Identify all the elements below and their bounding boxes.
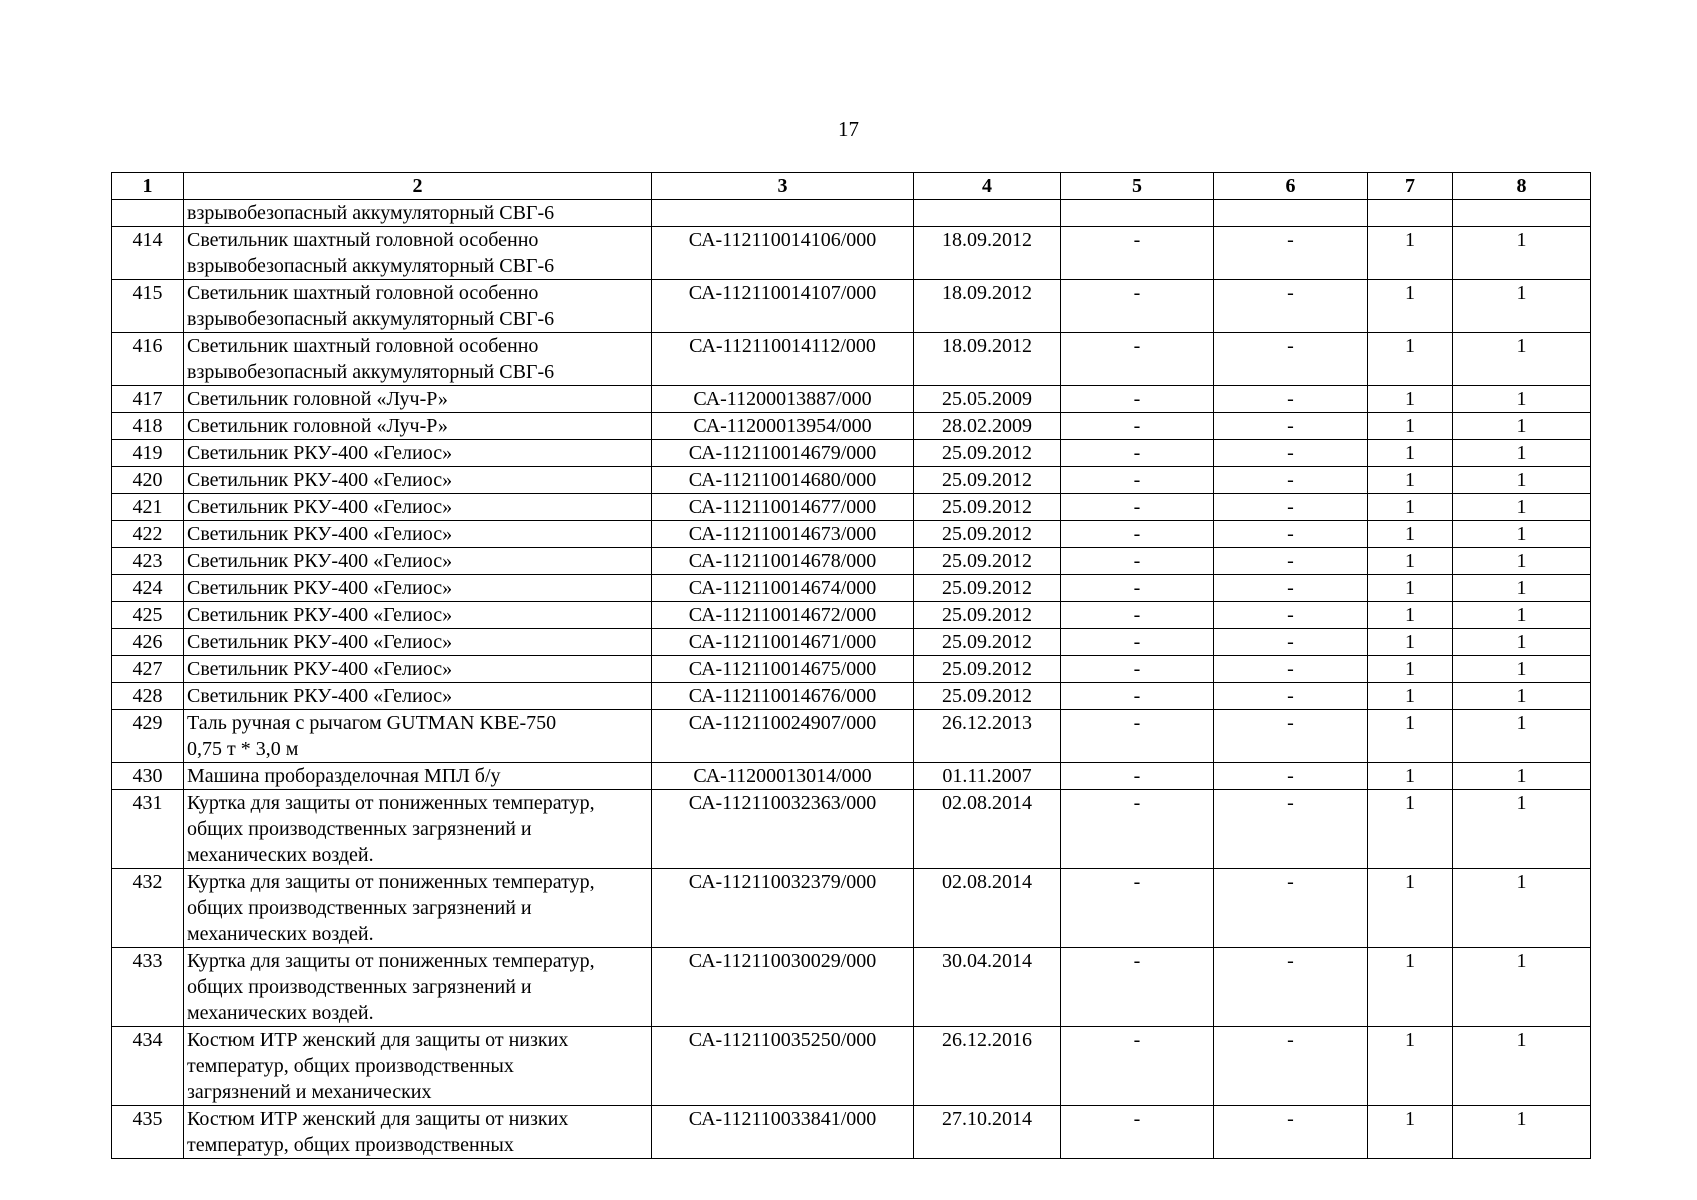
row-number-cell: 423 (112, 548, 184, 575)
column-7-cell: 1 (1368, 413, 1453, 440)
column-6-cell: - (1214, 521, 1368, 548)
column-5-cell: - (1061, 333, 1214, 386)
table-row (112, 548, 1591, 575)
item-name-line: взрывобезопасный аккумуляторный СВГ-6 (187, 308, 555, 330)
column-6-cell: - (1214, 1027, 1368, 1106)
column-5-cell: - (1061, 494, 1214, 521)
date-cell: 25.09.2012 (914, 494, 1061, 521)
date-cell: 25.09.2012 (914, 548, 1061, 575)
date-cell: 25.09.2012 (914, 521, 1061, 548)
item-name-cell (184, 440, 652, 467)
table-row (112, 467, 1591, 494)
column-8-cell: 1 (1453, 869, 1591, 948)
column-7-cell: 1 (1368, 521, 1453, 548)
column-6-cell: - (1214, 280, 1368, 333)
row-number-cell: 432 (112, 869, 184, 948)
column-8-cell: 1 (1453, 656, 1591, 683)
item-name-line: Костюм ИТР женский для защиты от низких (187, 1108, 569, 1130)
item-name-line: Светильник головной «Луч-Р» (187, 415, 448, 437)
item-name-cell (184, 629, 652, 656)
table-row (112, 521, 1591, 548)
column-8-cell: 1 (1453, 521, 1591, 548)
column-8-cell: 1 (1453, 467, 1591, 494)
date-cell: 28.02.2009 (914, 413, 1061, 440)
column-7-cell: 1 (1368, 710, 1453, 763)
column-5-cell: - (1061, 948, 1214, 1027)
page-number: 17 (838, 117, 859, 141)
column-8-cell: 1 (1453, 413, 1591, 440)
inventory-code-cell: СА-112110030029/000 (652, 948, 914, 1027)
column-8-cell: 1 (1453, 629, 1591, 656)
item-name-line: Таль ручная с рычагом GUTMAN KBE-750 (187, 712, 557, 734)
column-7-cell: 1 (1368, 1106, 1453, 1159)
item-name-line: Костюм ИТР женский для защиты от низких (187, 1029, 569, 1051)
column-7-cell: 1 (1368, 280, 1453, 333)
item-name-line: общих производственных загрязнений и (187, 976, 532, 998)
column-8-cell: 1 (1453, 227, 1591, 280)
item-name-cell (184, 333, 652, 386)
item-name-cell (184, 869, 652, 948)
date-cell: 18.09.2012 (914, 333, 1061, 386)
item-name-line: Светильник шахтный головной особенно (187, 282, 539, 304)
column-6-cell: - (1214, 467, 1368, 494)
column-7-cell: 1 (1368, 763, 1453, 790)
table-row (112, 280, 1591, 333)
table-row (112, 575, 1591, 602)
column-8-cell: 1 (1453, 440, 1591, 467)
item-name-line: взрывобезопасный аккумуляторный СВГ-6 (187, 255, 555, 277)
row-number-cell: 415 (112, 280, 184, 333)
item-name-line: температур, общих производственных (187, 1055, 514, 1077)
inventory-code-cell: СА-112110014673/000 (652, 521, 914, 548)
inventory-code-cell: СА-112110035250/000 (652, 1027, 914, 1106)
column-header-4: 4 (914, 173, 1061, 200)
column-header-2: 2 (184, 173, 652, 200)
column-8-cell: 1 (1453, 710, 1591, 763)
column-8-cell: 1 (1453, 790, 1591, 869)
column-6-cell: - (1214, 656, 1368, 683)
column-6-cell: - (1214, 683, 1368, 710)
column-7-cell: 1 (1368, 440, 1453, 467)
item-name-line: температур, общих производственных (187, 1134, 514, 1156)
inventory-code-cell: СА-112110032363/000 (652, 790, 914, 869)
table-row (112, 683, 1591, 710)
item-name-cell (184, 413, 652, 440)
table-row (112, 869, 1591, 948)
column-5-cell: - (1061, 602, 1214, 629)
table-row (112, 948, 1591, 1027)
date-cell: 25.09.2012 (914, 440, 1061, 467)
row-number-cell: 426 (112, 629, 184, 656)
column-6-cell: - (1214, 948, 1368, 1027)
column-8-cell: 1 (1453, 386, 1591, 413)
item-name-cell (184, 548, 652, 575)
column-8-cell: 1 (1453, 948, 1591, 1027)
inventory-code-cell: СА-112110014112/000 (652, 333, 914, 386)
column-5-cell: - (1061, 227, 1214, 280)
column-5-cell: - (1061, 413, 1214, 440)
item-name-line: Светильник РКУ-400 «Гелиос» (187, 604, 453, 626)
column-7-cell: 1 (1368, 494, 1453, 521)
column-5-cell: - (1061, 683, 1214, 710)
column-5-cell: - (1061, 386, 1214, 413)
item-name-line: механических воздей. (187, 923, 374, 945)
row-number-cell: 417 (112, 386, 184, 413)
item-name-line: Светильник шахтный головной особенно (187, 229, 539, 251)
inventory-code-cell: СА-11200013954/000 (652, 413, 914, 440)
item-name-line: загрязнений и механических (187, 1081, 432, 1103)
column-6-cell: - (1214, 710, 1368, 763)
item-name-line: механических воздей. (187, 1002, 374, 1024)
item-name-line: общих производственных загрязнений и (187, 897, 532, 919)
column-7-cell: 1 (1368, 656, 1453, 683)
column-8-cell: 1 (1453, 683, 1591, 710)
row-number-cell: 427 (112, 656, 184, 683)
table-row (112, 1027, 1591, 1106)
column-8-cell (1453, 200, 1591, 227)
column-5-cell: - (1061, 548, 1214, 575)
column-6-cell: - (1214, 548, 1368, 575)
column-7-cell: 1 (1368, 602, 1453, 629)
column-header-6: 6 (1214, 173, 1368, 200)
inventory-code-cell: СА-112110014671/000 (652, 629, 914, 656)
inventory-table (111, 172, 1591, 1159)
item-name-cell (184, 386, 652, 413)
column-6-cell: - (1214, 1106, 1368, 1159)
date-cell: 26.12.2013 (914, 710, 1061, 763)
row-number-cell: 416 (112, 333, 184, 386)
date-cell: 25.09.2012 (914, 467, 1061, 494)
row-number-cell: 419 (112, 440, 184, 467)
table-row (112, 763, 1591, 790)
date-cell: 25.09.2012 (914, 656, 1061, 683)
column-5-cell: - (1061, 521, 1214, 548)
item-name-cell (184, 948, 652, 1027)
column-8-cell: 1 (1453, 494, 1591, 521)
inventory-code-cell: СА-112110014680/000 (652, 467, 914, 494)
table-row (112, 494, 1591, 521)
inventory-code-cell: СА-112110024907/000 (652, 710, 914, 763)
table-row (112, 629, 1591, 656)
column-7-cell (1368, 200, 1453, 227)
table-body (112, 200, 1591, 1159)
column-6-cell: - (1214, 790, 1368, 869)
item-name-line: Светильник РКУ-400 «Гелиос» (187, 685, 453, 707)
table-row (112, 440, 1591, 467)
column-5-cell: - (1061, 575, 1214, 602)
column-7-cell: 1 (1368, 227, 1453, 280)
column-5-cell: - (1061, 440, 1214, 467)
table-row (112, 790, 1591, 869)
table-row (112, 413, 1591, 440)
date-cell: 02.08.2014 (914, 869, 1061, 948)
date-cell: 25.09.2012 (914, 683, 1061, 710)
table-row (112, 200, 1591, 227)
inventory-code-cell: СА-112110032379/000 (652, 869, 914, 948)
item-name-line: Светильник РКУ-400 «Гелиос» (187, 631, 453, 653)
row-number-cell: 424 (112, 575, 184, 602)
item-name-line: Светильник РКУ-400 «Гелиос» (187, 469, 453, 491)
column-8-cell: 1 (1453, 1106, 1591, 1159)
column-6-cell: - (1214, 227, 1368, 280)
column-5-cell (1061, 200, 1214, 227)
column-7-cell: 1 (1368, 1027, 1453, 1106)
row-number-cell: 433 (112, 948, 184, 1027)
item-name-line: Светильник РКУ-400 «Гелиос» (187, 550, 453, 572)
column-7-cell: 1 (1368, 575, 1453, 602)
date-cell: 18.09.2012 (914, 280, 1061, 333)
column-5-cell: - (1061, 763, 1214, 790)
row-number-cell: 422 (112, 521, 184, 548)
row-number-cell: 414 (112, 227, 184, 280)
date-cell: 30.04.2014 (914, 948, 1061, 1027)
column-7-cell: 1 (1368, 869, 1453, 948)
column-8-cell: 1 (1453, 602, 1591, 629)
column-8-cell: 1 (1453, 548, 1591, 575)
inventory-code-cell: СА-112110014674/000 (652, 575, 914, 602)
column-header-3: 3 (652, 173, 914, 200)
inventory-code-cell: СА-112110014676/000 (652, 683, 914, 710)
item-name-cell (184, 763, 652, 790)
item-name-line: механических воздей. (187, 844, 374, 866)
column-5-cell: - (1061, 869, 1214, 948)
inventory-code-cell: СА-112110014678/000 (652, 548, 914, 575)
row-number-cell: 430 (112, 763, 184, 790)
item-name-cell (184, 200, 652, 227)
column-6-cell: - (1214, 494, 1368, 521)
item-name-line: Светильник головной «Луч-Р» (187, 388, 448, 410)
column-6-cell: - (1214, 440, 1368, 467)
column-5-cell: - (1061, 1027, 1214, 1106)
inventory-code-cell: СА-112110014107/000 (652, 280, 914, 333)
date-cell: 25.09.2012 (914, 602, 1061, 629)
item-name-cell (184, 280, 652, 333)
table-row (112, 656, 1591, 683)
row-number-cell: 435 (112, 1106, 184, 1159)
column-6-cell: - (1214, 413, 1368, 440)
item-name-line: Светильник РКУ-400 «Гелиос» (187, 496, 453, 518)
column-header-5: 5 (1061, 173, 1214, 200)
item-name-cell (184, 656, 652, 683)
column-7-cell: 1 (1368, 683, 1453, 710)
item-name-line: Светильник РКУ-400 «Гелиос» (187, 577, 453, 599)
column-8-cell: 1 (1453, 575, 1591, 602)
item-name-line: Светильник шахтный головной особенно (187, 335, 539, 357)
row-number-cell (112, 200, 184, 227)
table-row (112, 227, 1591, 280)
item-name-line: Куртка для защиты от пониженных температур, (187, 871, 595, 893)
inventory-code-cell: СА-112110014675/000 (652, 656, 914, 683)
table-row (112, 386, 1591, 413)
item-name-cell (184, 790, 652, 869)
inventory-code-cell: СА-112110033841/000 (652, 1106, 914, 1159)
item-name-cell (184, 1027, 652, 1106)
row-number-cell: 421 (112, 494, 184, 521)
date-cell: 25.05.2009 (914, 386, 1061, 413)
item-name-line: Светильник РКУ-400 «Гелиос» (187, 658, 453, 680)
column-6-cell: - (1214, 333, 1368, 386)
item-name-cell (184, 521, 652, 548)
inventory-code-cell: СА-11200013014/000 (652, 763, 914, 790)
item-name-cell (184, 602, 652, 629)
item-name-cell (184, 575, 652, 602)
column-8-cell: 1 (1453, 763, 1591, 790)
column-7-cell: 1 (1368, 790, 1453, 869)
column-5-cell: - (1061, 790, 1214, 869)
item-name-line: взрывобезопасный аккумуляторный СВГ-6 (187, 361, 555, 383)
inventory-code-cell: СА-112110014672/000 (652, 602, 914, 629)
column-7-cell: 1 (1368, 629, 1453, 656)
column-6-cell: - (1214, 602, 1368, 629)
column-6-cell (1214, 200, 1368, 227)
column-7-cell: 1 (1368, 386, 1453, 413)
table-row (112, 333, 1591, 386)
column-6-cell: - (1214, 575, 1368, 602)
column-8-cell: 1 (1453, 333, 1591, 386)
item-name-line: 0,75 т * 3,0 м (187, 738, 299, 760)
column-5-cell: - (1061, 629, 1214, 656)
column-8-cell: 1 (1453, 280, 1591, 333)
item-name-cell (184, 683, 652, 710)
item-name-cell (184, 710, 652, 763)
column-6-cell: - (1214, 629, 1368, 656)
row-number-cell: 429 (112, 710, 184, 763)
column-7-cell: 1 (1368, 333, 1453, 386)
item-name-line: Машина проборазделочная МПЛ б/у (187, 765, 501, 787)
row-number-cell: 434 (112, 1027, 184, 1106)
column-8-cell: 1 (1453, 1027, 1591, 1106)
row-number-cell: 431 (112, 790, 184, 869)
row-number-cell: 428 (112, 683, 184, 710)
column-5-cell: - (1061, 280, 1214, 333)
item-name-line: Светильник РКУ-400 «Гелиос» (187, 523, 453, 545)
item-name-cell (184, 1106, 652, 1159)
date-cell: 25.09.2012 (914, 575, 1061, 602)
column-header-8: 8 (1453, 173, 1591, 200)
column-6-cell: - (1214, 763, 1368, 790)
column-7-cell: 1 (1368, 548, 1453, 575)
column-header-7: 7 (1368, 173, 1453, 200)
column-5-cell: - (1061, 656, 1214, 683)
column-6-cell: - (1214, 869, 1368, 948)
item-name-cell (184, 227, 652, 280)
date-cell: 27.10.2014 (914, 1106, 1061, 1159)
column-7-cell: 1 (1368, 467, 1453, 494)
item-name-line: Куртка для защиты от пониженных температур, (187, 950, 595, 972)
inventory-code-cell: СА-112110014106/000 (652, 227, 914, 280)
table-row (112, 602, 1591, 629)
column-header-1: 1 (112, 173, 184, 200)
date-cell: 26.12.2016 (914, 1027, 1061, 1106)
column-6-cell: - (1214, 386, 1368, 413)
date-cell: 02.08.2014 (914, 790, 1061, 869)
column-7-cell: 1 (1368, 948, 1453, 1027)
column-5-cell: - (1061, 1106, 1214, 1159)
inventory-code-cell: СА-11200013887/000 (652, 386, 914, 413)
column-5-cell: - (1061, 467, 1214, 494)
column-5-cell: - (1061, 710, 1214, 763)
item-name-cell (184, 467, 652, 494)
table-row (112, 1106, 1591, 1159)
row-number-cell: 420 (112, 467, 184, 494)
date-cell: 01.11.2007 (914, 763, 1061, 790)
item-name-line: Куртка для защиты от пониженных температур, (187, 792, 595, 814)
row-number-cell: 418 (112, 413, 184, 440)
item-name-line: Светильник РКУ-400 «Гелиос» (187, 442, 453, 464)
item-name-line: общих производственных загрязнений и (187, 818, 532, 840)
inventory-code-cell: СА-112110014677/000 (652, 494, 914, 521)
date-cell (914, 200, 1061, 227)
inventory-code-cell (652, 200, 914, 227)
inventory-code-cell: СА-112110014679/000 (652, 440, 914, 467)
table-header-row (112, 173, 1591, 200)
date-cell: 18.09.2012 (914, 227, 1061, 280)
row-number-cell: 425 (112, 602, 184, 629)
date-cell: 25.09.2012 (914, 629, 1061, 656)
table-row (112, 710, 1591, 763)
item-name-cell (184, 494, 652, 521)
item-name-line: взрывобезопасный аккумуляторный СВГ-6 (187, 202, 555, 224)
